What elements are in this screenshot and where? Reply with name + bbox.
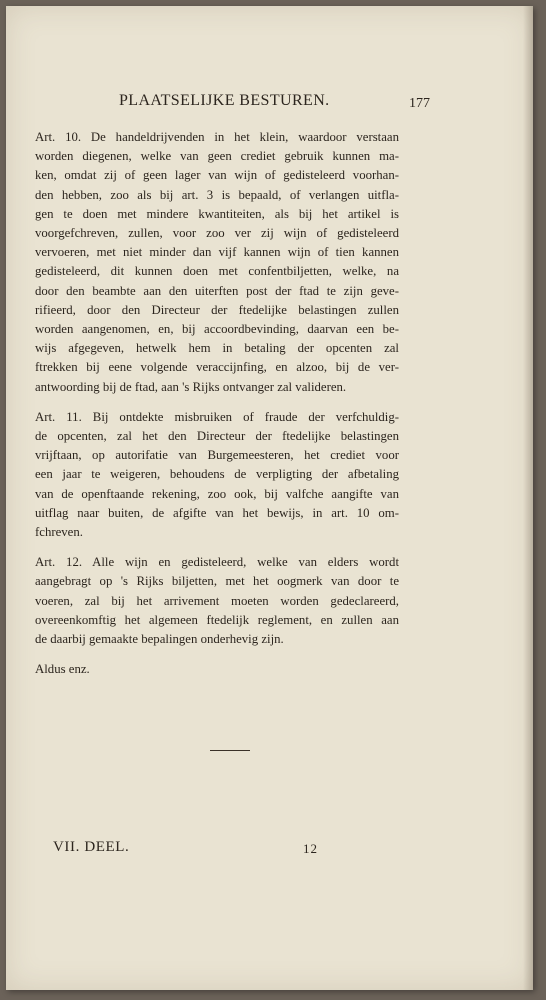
text-line: den hebben, zoo als bij art. 3 is bepaald, of verlangen uitfla- xyxy=(35,187,399,202)
text-line: uitflag naar buiten, de afgifte van het bewijs, in art. 10 om- xyxy=(35,505,399,520)
text-line: de daarbij gemaakte bepalingen onderhevig zijn. xyxy=(35,632,284,647)
page-header xyxy=(6,92,533,116)
volume-signature: VII. DEEL. xyxy=(53,839,130,855)
text-line: vervoeren, met niet minder dan vijf kannen wijn of tien kannen xyxy=(35,245,399,260)
text-line: fchreven. xyxy=(35,525,83,540)
text-line: ftrekken bij eene volgende veraccijnfing, en alzoo, bij de ver- xyxy=(35,360,399,375)
text-line: wijs afgegeven, hetwelk hem in betaling der opcenten zal xyxy=(35,341,399,356)
text-line: Art. 12. Alle wijn en gedisteleerd, welke van elders wordt xyxy=(35,555,399,570)
article-10 xyxy=(35,128,399,397)
text-line: Art. 10. De handeldrijvenden in het klein, waardoor verstaan xyxy=(35,130,399,144)
text-line: overeenkomftig het algemeen ftedelijk reglement, en zullen aan xyxy=(35,612,399,627)
text-line: worden aangenomen, en, bij accoordbevinding, daarvan een be- xyxy=(35,322,399,337)
running-title: PLAATSELIJKE BESTUREN. xyxy=(119,92,330,109)
text-line: door den beambte aan den uiterften post der ftad te zijn geve- xyxy=(35,283,399,298)
text-line: van de openftaande rekening, zoo ook, bij valfche aangifte van xyxy=(35,486,399,501)
text-line: gedisteleerd, dit kunnen doen met confentbiljetten, welke, na xyxy=(35,264,399,279)
text-line: rifieerd, door den Directeur der ftedelijke belastingen zullen xyxy=(35,302,399,317)
closing-formula: Aldus enz. xyxy=(35,662,90,677)
page-number: 177 xyxy=(409,96,430,111)
text-line: vrijftaan, op autorifatie van Burgemeesteren, het crediet voor xyxy=(35,448,399,463)
text-line: aangebragt op 's Rijks biljetten, met het oogmerk van door te xyxy=(35,574,399,589)
gathering-signature: 12 xyxy=(303,841,318,856)
text-line: worden diegenen, welke van geen crediet gebruik kunnen ma- xyxy=(35,149,399,164)
article-11 xyxy=(35,408,399,542)
text-line: ken, omdat zij of geen lager van wijn of gedisteleerd voorhan- xyxy=(35,168,399,183)
text-line: voeren, zal bij het arrivement moeten worden gedeclareerd, xyxy=(35,593,399,608)
article-12 xyxy=(35,553,399,649)
text-line: de opcenten, zal het den Directeur der ftedelijke belastingen xyxy=(35,429,399,444)
body-text xyxy=(35,128,399,679)
text-line: gen te doen met mindere kwantiteiten, als bij het artikel is xyxy=(35,206,399,221)
text-line: Art. 11. Bij ontdekte misbruiken of fraude der verfchuldig- xyxy=(35,409,399,424)
text-line: voorgefchreven, zullen, voor zoo ver zij wijn of gedisteleerd xyxy=(35,226,399,241)
book-page xyxy=(6,6,533,990)
page-footer xyxy=(6,839,533,863)
text-line: antwoording bij de ftad, aan 's Rijks ontvanger zal valideren. xyxy=(35,379,347,394)
section-end-rule xyxy=(210,750,250,751)
text-line: een jaar te weigeren, behoudens de verpligting der afbetaling xyxy=(35,467,399,482)
